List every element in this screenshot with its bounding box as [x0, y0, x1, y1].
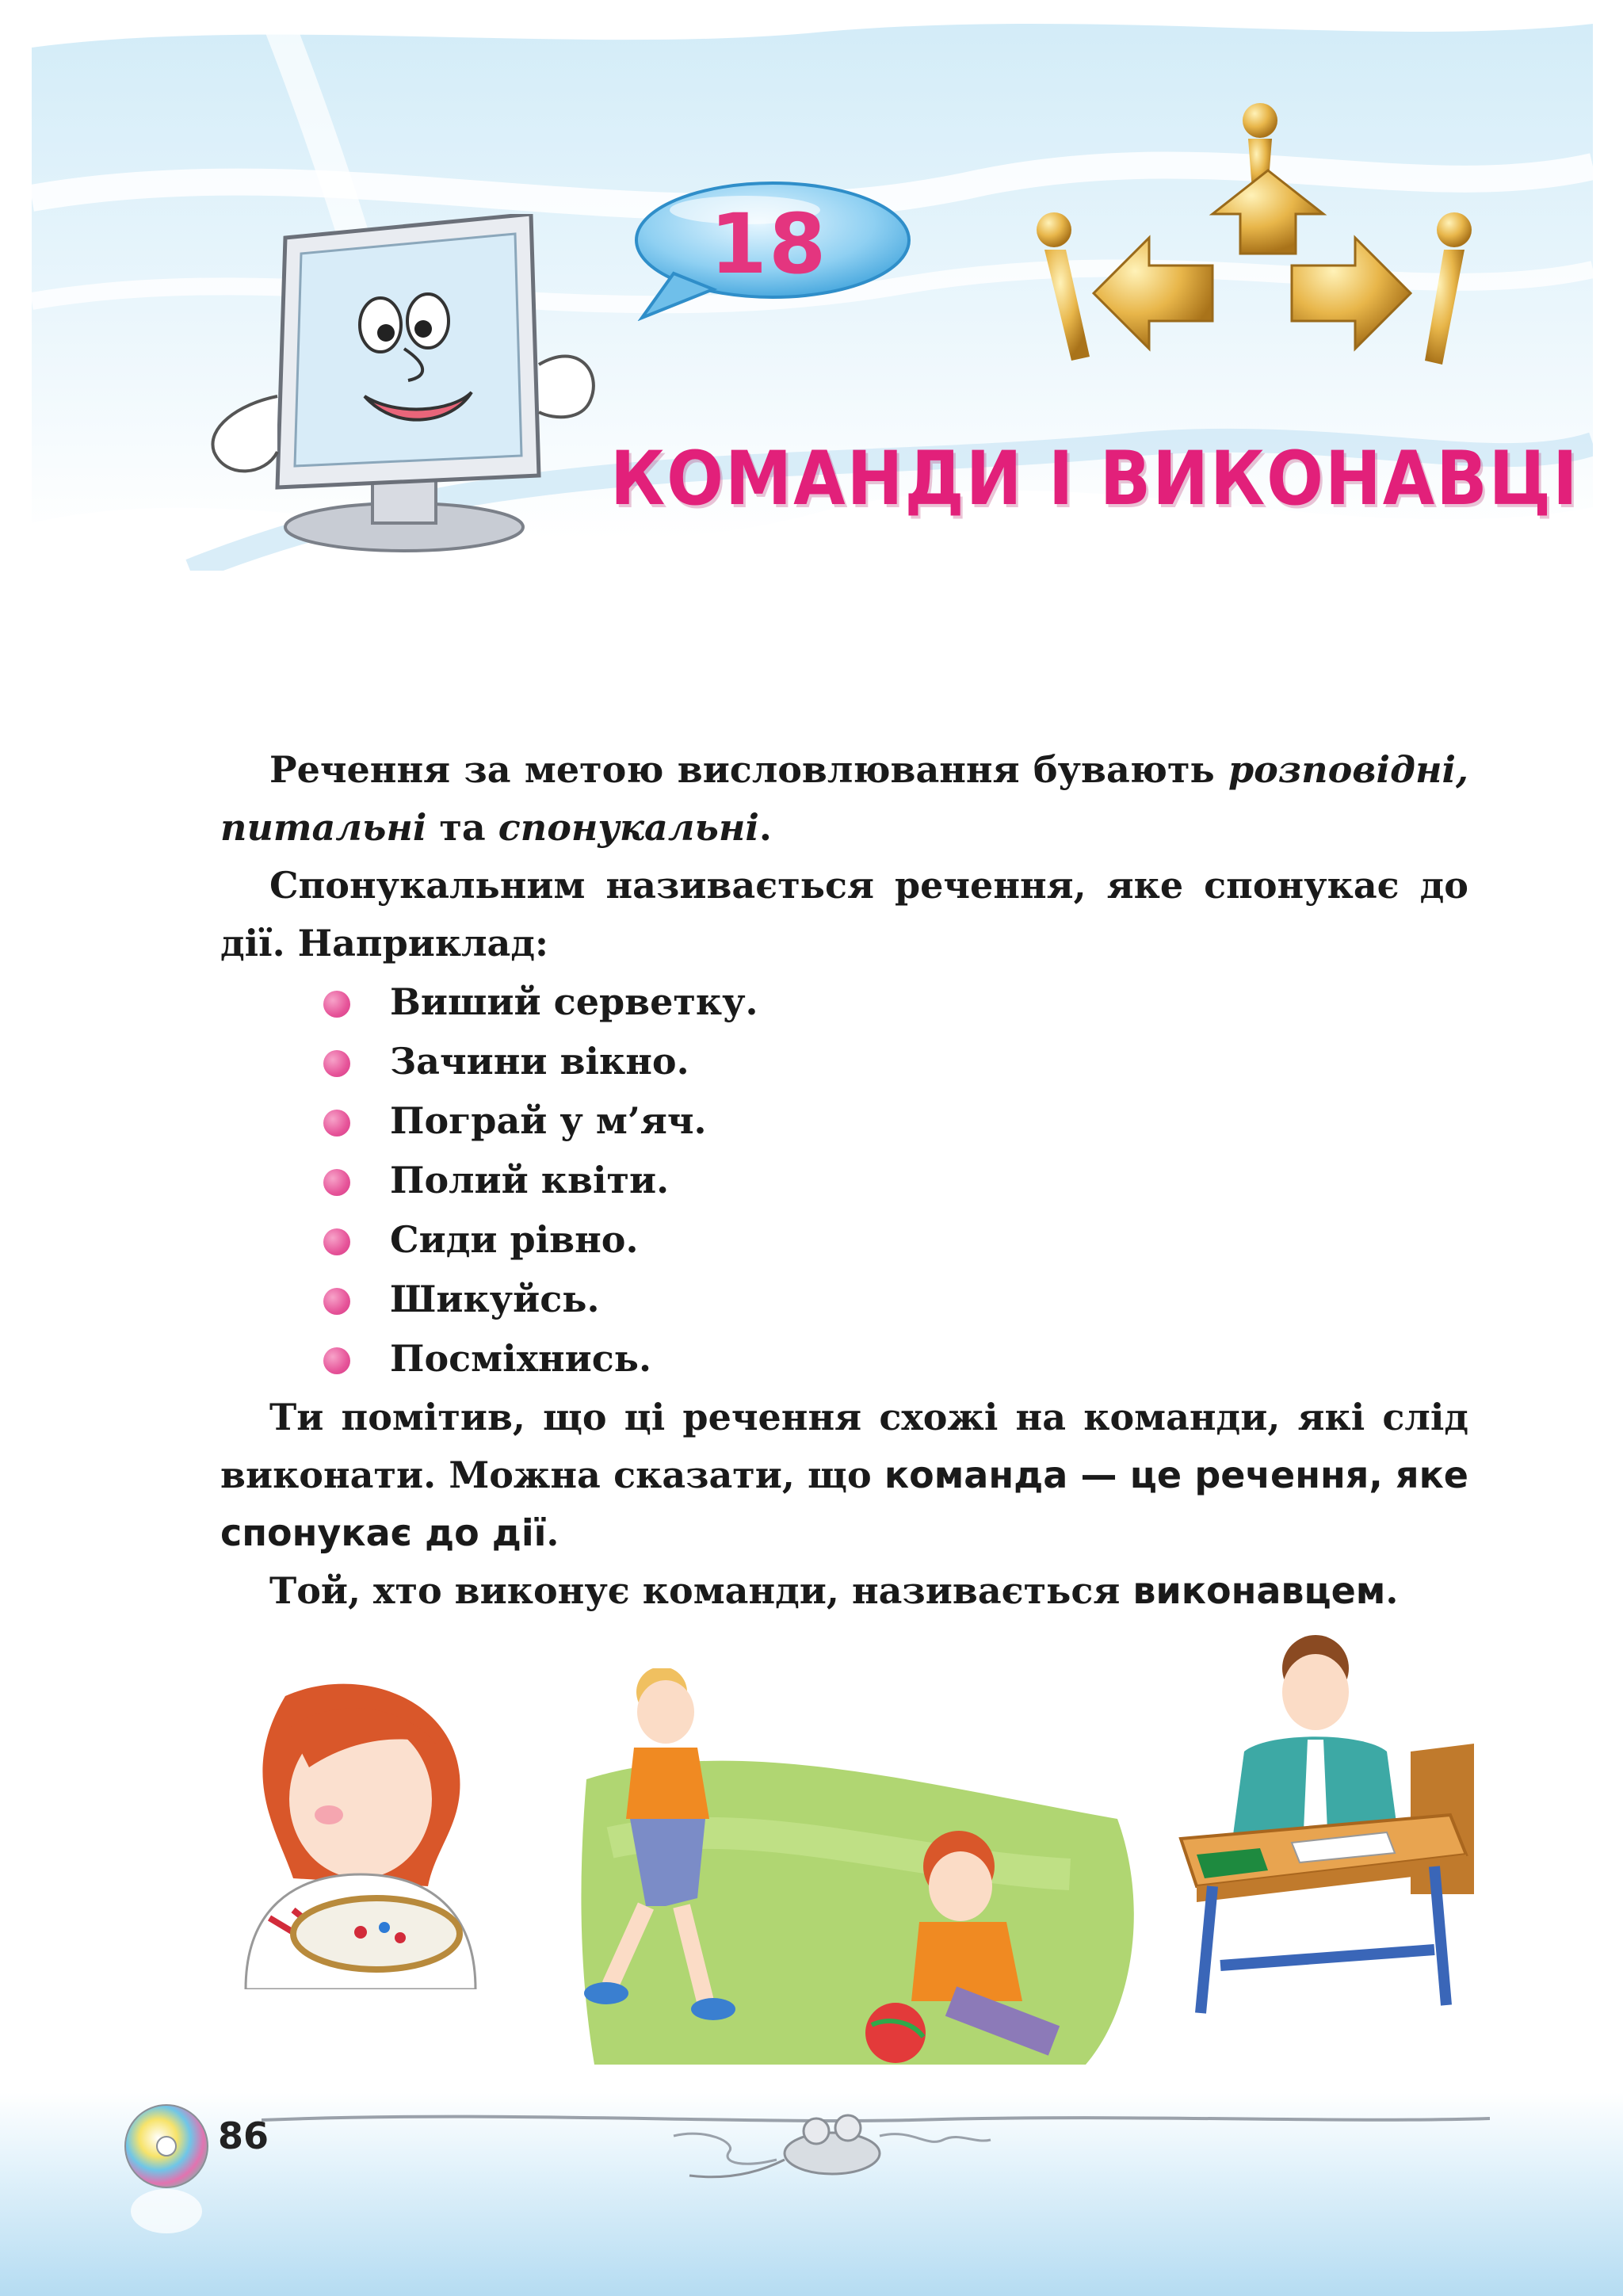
term-command: команда — це речення, яке спонукає до дії: [220, 1454, 1468, 1554]
girl-embroidering-illustration: [222, 1680, 507, 1989]
paragraph-imperative-definition: Спонукальним називається речення, яке спонукає до дії. Наприклад:: [220, 864, 1468, 965]
chapter-title: КОМАНДИ І ВИКОНАВЦІ: [610, 436, 1579, 522]
term-executor: виконавцем: [1132, 1569, 1386, 1612]
text-run: .: [546, 1511, 559, 1554]
keyword-imperative: спонукальні: [498, 806, 759, 849]
paragraph-sentence-types: [220, 741, 1468, 857]
example-text: Виший серветку.: [390, 980, 758, 1023]
bullet-dot: [323, 1228, 350, 1255]
example-text: Пограй у м’яч.: [390, 1099, 707, 1142]
bullet-dot: [323, 1110, 350, 1137]
example-text: Полий квіти.: [390, 1159, 670, 1201]
cd-disc-icon: [123, 2100, 214, 2239]
paragraph-executor-definition: [220, 1562, 1468, 1620]
text-run: Той, хто виконує команди, називається: [269, 1569, 1133, 1612]
golden-figures-illustration: [1030, 95, 1474, 404]
list-item: [323, 1151, 1468, 1210]
example-text: Сиди рівно.: [390, 1218, 639, 1261]
list-item: [323, 1270, 1468, 1329]
lesson-number: 18: [709, 196, 828, 292]
text-run: .: [1385, 1569, 1399, 1612]
monitor-mascot-illustration: [190, 214, 618, 555]
list-item: [323, 972, 1468, 1032]
keyword-types: розповідні, питальні: [220, 748, 1468, 849]
bullet-dot: [323, 1347, 350, 1374]
text-run: Ти помітив, що ці речення схожі на команди, які слід виконати. Можна сказати, що: [220, 1396, 1468, 1496]
lesson-content: [220, 741, 1468, 1620]
bullet-dot: [323, 1050, 350, 1077]
bullet-dot: [323, 1288, 350, 1315]
text-run: Речення за метою висловлювання бувають: [269, 748, 1228, 791]
text-run: та: [426, 806, 498, 849]
paragraph-command-definition: [220, 1389, 1468, 1562]
example-text: Шикуйсь.: [390, 1278, 600, 1320]
example-text: Зачини вікно.: [390, 1040, 689, 1083]
list-item: [323, 1329, 1468, 1389]
mouse-footer-decoration: [262, 2104, 1490, 2191]
list-item: [323, 1091, 1468, 1151]
bullet-dot: [323, 991, 350, 1018]
example-text: Посміхнись.: [390, 1337, 652, 1380]
page-number: 86: [218, 2115, 269, 2157]
examples-list: [220, 972, 1468, 1389]
boy-at-desk-illustration: [1149, 1633, 1490, 2021]
text-run: .: [758, 806, 772, 849]
list-item: [323, 1210, 1468, 1270]
bullet-dot: [323, 1169, 350, 1196]
list-item: [323, 1032, 1468, 1091]
children-playing-ball-illustration: [579, 1668, 1149, 2073]
